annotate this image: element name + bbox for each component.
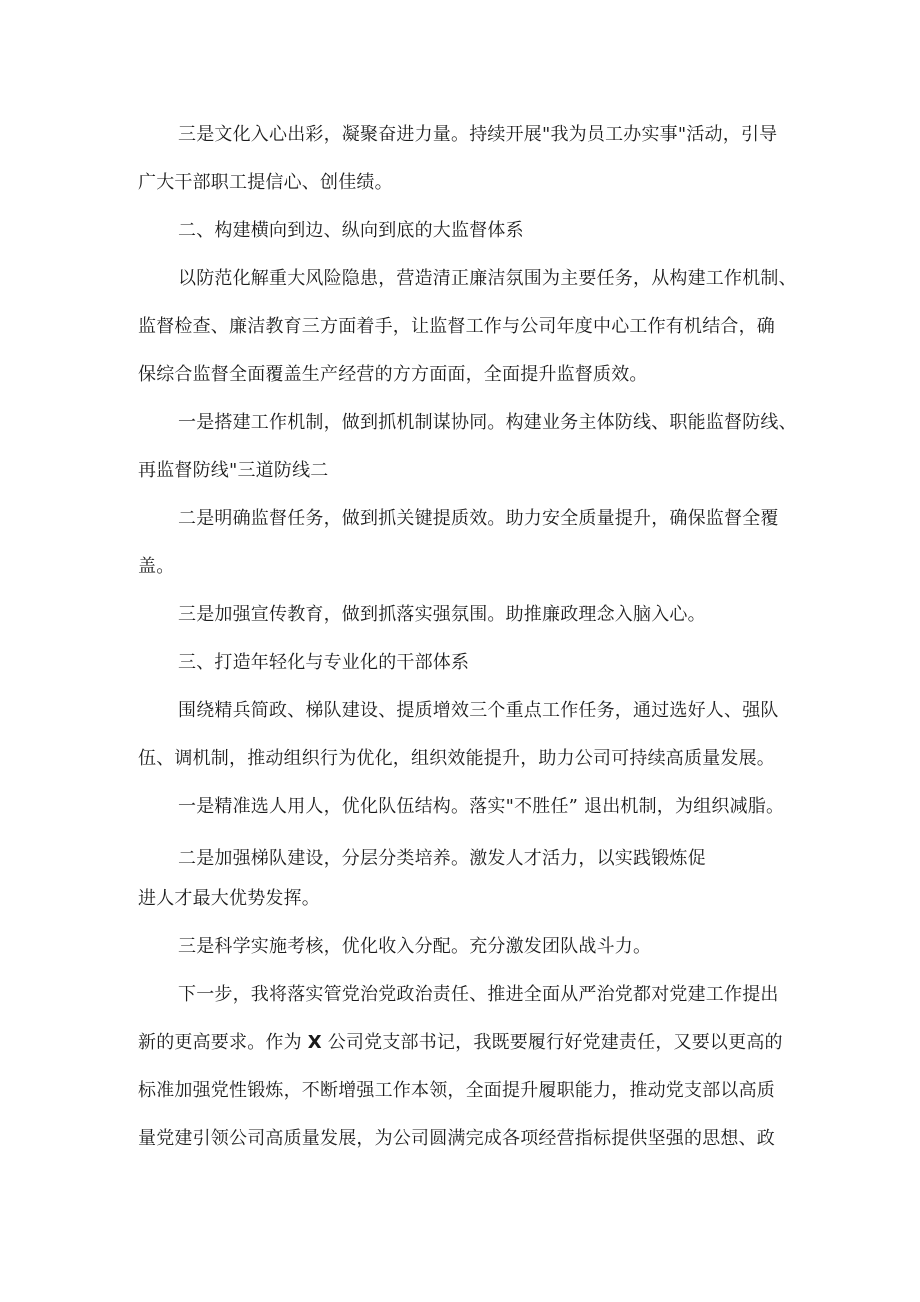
paragraph-line: 进人才最大优势发挥。 [138,888,320,909]
section-heading: 三、打造年轻化与专业化的干部体系 [178,652,470,673]
paragraph-line: 伍、调机制，推动组织行为优化，组织效能提升，助力公司可持续高质量发展。 [138,748,775,769]
paragraph-line: 量党建引领公司高质量发展，为公司圆满完成各项经营指标提供坚强的思想、政 [138,1128,775,1149]
paragraph-line: 标准加强党性锻炼，不断增强工作本领，全面提升履职能力，推动党支部以高质 [138,1080,775,1101]
paragraph-line: 广大干部职工提信心、创佳绩。 [138,172,393,193]
paragraph-line: 二是加强梯队建设，分层分类培养。激发人才活力，以实践锻炼促 [178,848,706,869]
bold-x-marker: X [307,1032,322,1053]
paragraph-line: 监督检查、廉洁教育三方面着手，让监督工作与公司年度中心工作有机结合，确 [138,316,775,337]
paragraph-line: 围绕精兵简政、梯队建设、提质增效三个重点工作任务，通过选好人、强队 [178,700,779,721]
paragraph-line: 三是科学实施考核，优化收入分配。充分激发团队战斗力。 [178,936,652,957]
paragraph-line: 三是文化入心出彩，凝聚奋进力量。持续开展"我为员工办实事"活动，引导 [178,124,778,145]
paragraph-line [138,1031,783,1055]
text-segment: 公司党支部书记，我既要履行好党建责任，又要以更高的 [321,1032,783,1053]
paragraph-line: 保综合监督全面覆盖生产经营的方方面面，全面提升监督质效。 [138,364,648,385]
paragraph-line: 再监督防线"三道防线二 [138,460,329,481]
paragraph-line: 盖。 [138,556,175,577]
paragraph-line: 一是搭建工作机制，做到抓机制谋协同。构建业务主体防线、职能监督防线、 [178,412,797,433]
paragraph-line: 三是加强宣传教育，做到抓落实强氛围。助推廉政理念入脑入心。 [178,604,706,625]
paragraph-line: 下一步，我将落实管党治党政治责任、推进全面从严治党都对党建工作提出 [178,984,779,1005]
section-heading: 二、构建横向到边、纵向到底的大监督体系 [178,220,524,241]
paragraph-line: 二是明确监督任务，做到抓关键提质效。助力安全质量提升，确保监督全覆 [178,508,779,529]
text-segment: 新的更高要求。作为 [138,1032,308,1053]
paragraph-line: 一是精准选人用人，优化队伍结构。落实"不胜任” 退出机制，为组织减脂。 [178,796,785,817]
paragraph-line: 以防范化解重大风险隐患，营造清正廉洁氛围为主要任务，从构建工作机制、 [178,268,797,289]
